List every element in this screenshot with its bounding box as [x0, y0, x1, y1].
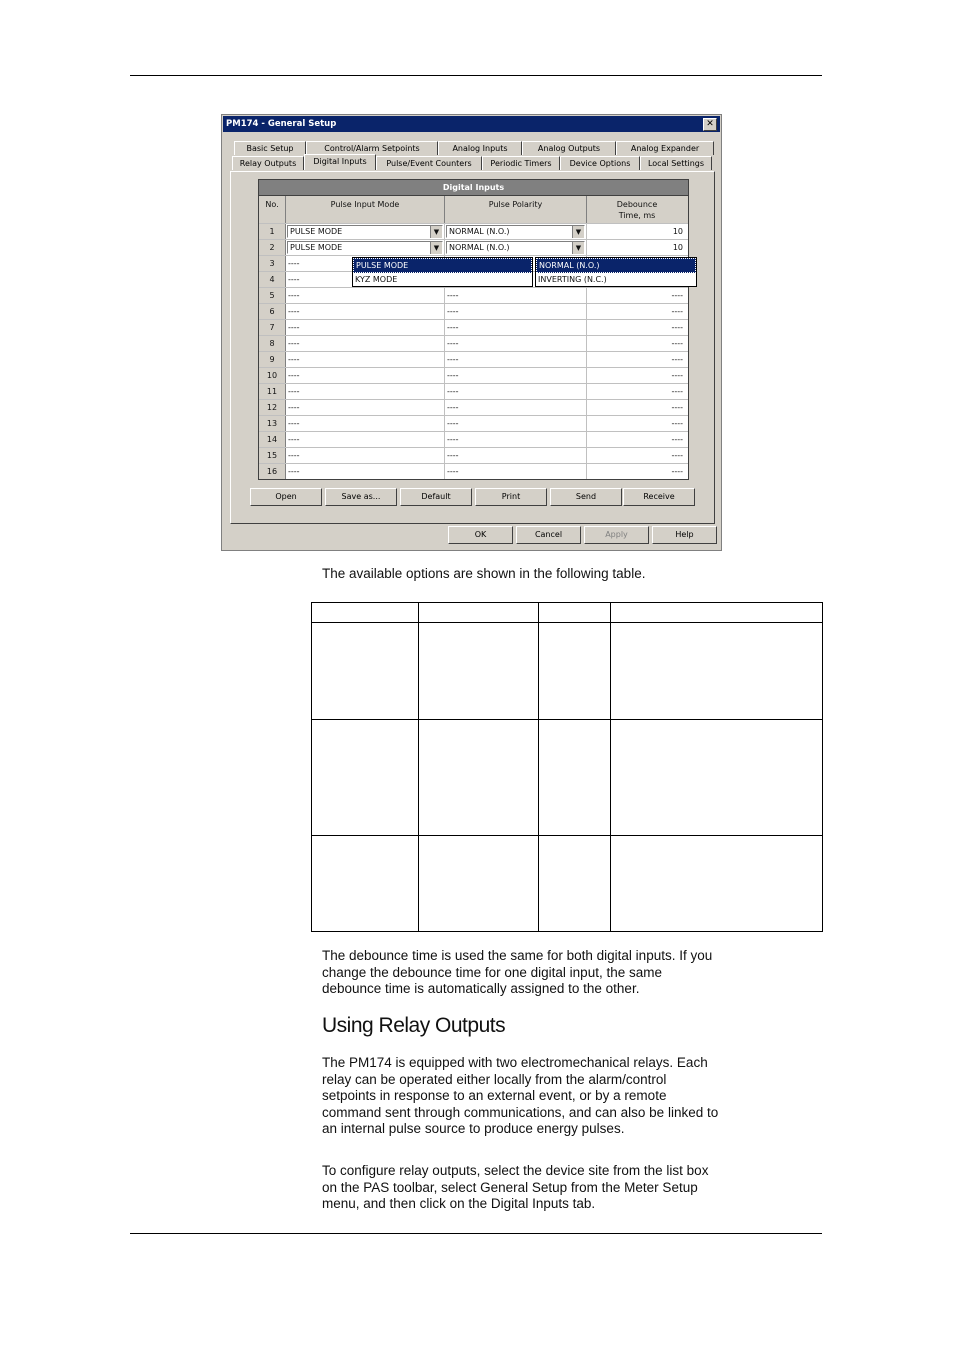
debounce-cell: ----: [671, 307, 683, 316]
digital-inputs-grid: [258, 179, 689, 480]
grid-row: [259, 223, 688, 239]
grid-row: [259, 383, 688, 399]
select-value: PULSE MODE: [290, 243, 343, 252]
dropdown-arrow-icon[interactable]: ▼: [572, 242, 584, 254]
grid-header: [259, 195, 688, 223]
grid-row: [259, 287, 688, 303]
row-number: 1: [259, 224, 286, 239]
options-table-row: [312, 836, 823, 932]
relay-paragraph-2: To configure relay outputs, select the device site from the list box on the PAS toolbar, select General Setup from the Meter Setup menu, and then click on the Digital Inputs tab.: [322, 1163, 709, 1211]
pulse-polarity-cell[interactable]: [445, 240, 587, 255]
tab-periodic-timers[interactable]: Periodic Timers: [482, 156, 560, 170]
debounce-cell: ----: [671, 371, 683, 380]
open-button[interactable]: Open: [250, 488, 322, 506]
pulse-mode-cell: ----: [286, 272, 445, 287]
dialog-title: PM174 - General Setup: [226, 119, 337, 129]
options-intro: The available options are shown in the following table.: [322, 566, 646, 581]
pulse-polarity-cell: ----: [445, 368, 587, 383]
row-number: 10: [259, 368, 286, 383]
debounce-cell[interactable]: 10: [672, 243, 683, 252]
default-button[interactable]: Default: [400, 488, 472, 506]
receive-button[interactable]: Receive: [623, 488, 695, 506]
debounce-cell: ----: [671, 291, 683, 300]
pulse-polarity-select[interactable]: [446, 225, 585, 238]
tab-pulse-event-counters[interactable]: Pulse/Event Counters: [376, 156, 482, 170]
pulse-mode-cell: ----: [286, 288, 445, 303]
row-number: 9: [259, 352, 286, 367]
relay-paragraph-1: The PM174 is equipped with two electromechanical relays. Each relay can be operated either locally from the alarm/control setpoints in response to an external event, or by a remote command sent through communications, and can also be linked to an internal pulse source to produce energy pulses.: [322, 1055, 719, 1136]
pulse-polarity-cell: ----: [445, 416, 587, 431]
tab-relay-outputs[interactable]: Relay Outputs: [232, 156, 304, 170]
col-polarity-header: Pulse Polarity: [445, 196, 587, 223]
pulse-polarity-cell[interactable]: [445, 224, 587, 239]
close-icon[interactable]: ✕: [703, 118, 717, 131]
debounce-cell: ----: [671, 451, 683, 460]
pulse-mode-cell: ----: [286, 352, 445, 367]
row-number: 7: [259, 320, 286, 335]
pulse-mode-cell[interactable]: [286, 240, 445, 255]
dropdown-arrow-icon[interactable]: ▼: [430, 226, 442, 238]
row-number: 2: [259, 240, 286, 255]
tab-analog-outputs[interactable]: Analog Outputs: [522, 141, 616, 155]
row-number: 15: [259, 448, 286, 463]
tab-control-alarm-setpoints[interactable]: Control/Alarm Setpoints: [306, 141, 438, 155]
top-rule: [130, 75, 822, 76]
pulse-polarity-cell: ----: [445, 400, 587, 415]
row-number: 6: [259, 304, 286, 319]
pulse-polarity-select[interactable]: [446, 241, 585, 254]
grid-row: [259, 463, 688, 479]
grid-row: [259, 351, 688, 367]
row-number: 3: [259, 256, 286, 271]
grid-row: [259, 415, 688, 431]
debounce-cell: ----: [671, 323, 683, 332]
help-button[interactable]: Help: [652, 526, 717, 544]
pulse-polarity-cell: ----: [445, 464, 587, 479]
pulse-polarity-cell: ----: [445, 336, 587, 351]
pulse-mode-cell: ----: [286, 400, 445, 415]
grid-row: [259, 367, 688, 383]
row-number: 8: [259, 336, 286, 351]
pulse-polarity-cell: ----: [445, 352, 587, 367]
general-setup-dialog: [221, 114, 722, 551]
pulse-mode-cell: ----: [286, 336, 445, 351]
print-button[interactable]: Print: [475, 488, 547, 506]
pulse-polarity-cell: ----: [445, 320, 587, 335]
select-value: NORMAL (N.O.): [449, 227, 510, 236]
pulse-mode-cell: ----: [286, 448, 445, 463]
debounce-cell: ----: [671, 355, 683, 364]
section-heading: Using Relay Outputs: [322, 1014, 506, 1037]
options-table-header: [312, 603, 823, 623]
pulse-mode-cell: ----: [286, 432, 445, 447]
apply-button[interactable]: Apply: [584, 526, 649, 544]
pulse-polarity-cell: ----: [445, 432, 587, 447]
debounce-cell: ----: [671, 435, 683, 444]
options-table-row: [312, 720, 823, 836]
tab-analog-inputs[interactable]: Analog Inputs: [438, 141, 522, 155]
pulse-mode-cell: ----: [286, 304, 445, 319]
grid-title: Digital Inputs: [259, 180, 688, 195]
grid-row: [259, 399, 688, 415]
pulse-mode-cell: ----: [286, 384, 445, 399]
polarity-option-inverting[interactable]: INVERTING (N.C.): [538, 275, 607, 284]
select-value: NORMAL (N.O.): [449, 243, 510, 252]
options-table-row: [312, 623, 823, 720]
send-button[interactable]: Send: [550, 488, 622, 506]
polarity-option-normal[interactable]: NORMAL (N.O.): [536, 258, 696, 273]
ok-button[interactable]: OK: [448, 526, 513, 544]
debounce-cell: ----: [671, 467, 683, 476]
pulse-mode-cell[interactable]: [286, 224, 445, 239]
dropdown-arrow-icon[interactable]: ▼: [572, 226, 584, 238]
debounce-cell: ----: [671, 419, 683, 428]
dialog-titlebar: [223, 116, 720, 132]
debounce-note: The debounce time is used the same for both digital inputs. If you change the debounce time for one digital input, the same debounce time is automatically assigned to the other.: [322, 948, 713, 996]
pulse-polarity-cell: ----: [445, 288, 587, 303]
row-number: 11: [259, 384, 286, 399]
col-mode-header: Pulse Input Mode: [286, 196, 445, 223]
pulse-mode-select[interactable]: [287, 225, 443, 238]
options-table: [311, 602, 823, 932]
col-no-header: No.: [259, 196, 286, 223]
select-value: PULSE MODE: [290, 227, 343, 236]
debounce-cell: ----: [671, 339, 683, 348]
tab-analog-expander[interactable]: Analog Expander: [616, 141, 714, 155]
cancel-button[interactable]: Cancel: [516, 526, 581, 544]
grid-row: [259, 335, 688, 351]
tab-device-options[interactable]: Device Options: [560, 156, 640, 170]
mode-dropdown-list[interactable]: [352, 257, 533, 287]
tab-basic-setup[interactable]: Basic Setup: [234, 141, 306, 155]
pulse-mode-cell: ----: [286, 464, 445, 479]
pulse-mode-select[interactable]: [287, 241, 443, 254]
grid-row: [259, 447, 688, 463]
row-number: 13: [259, 416, 286, 431]
grid-row: [259, 303, 688, 319]
grid-row: [259, 431, 688, 447]
pulse-mode-cell: ----: [286, 320, 445, 335]
pulse-mode-cell: ----: [286, 416, 445, 431]
mode-option-pulse[interactable]: PULSE MODE: [353, 258, 532, 273]
pulse-mode-cell: ----: [286, 368, 445, 383]
save-as-button[interactable]: Save as...: [325, 488, 397, 506]
mode-option-kyz[interactable]: KYZ MODE: [355, 275, 398, 284]
tab-digital-inputs[interactable]: Digital Inputs: [304, 154, 376, 170]
grid-row: [259, 239, 688, 255]
pulse-mode-cell: ----: [286, 256, 445, 271]
tab-local-settings[interactable]: Local Settings: [640, 156, 712, 170]
dropdown-arrow-icon[interactable]: ▼: [430, 242, 442, 254]
debounce-cell[interactable]: 10: [672, 227, 683, 236]
grid-row: [259, 319, 688, 335]
polarity-dropdown-list[interactable]: [535, 257, 697, 287]
bottom-rule: [130, 1233, 822, 1234]
col-debounce-header: Debounce Time, ms: [616, 200, 658, 220]
row-number: 12: [259, 400, 286, 415]
debounce-cell: ----: [671, 403, 683, 412]
debounce-cell: ----: [671, 387, 683, 396]
row-number: 4: [259, 272, 286, 287]
pulse-polarity-cell: ----: [445, 304, 587, 319]
row-number: 16: [259, 464, 286, 479]
pulse-polarity-cell: ----: [445, 384, 587, 399]
row-number: 5: [259, 288, 286, 303]
pulse-polarity-cell: ----: [445, 448, 587, 463]
row-number: 14: [259, 432, 286, 447]
